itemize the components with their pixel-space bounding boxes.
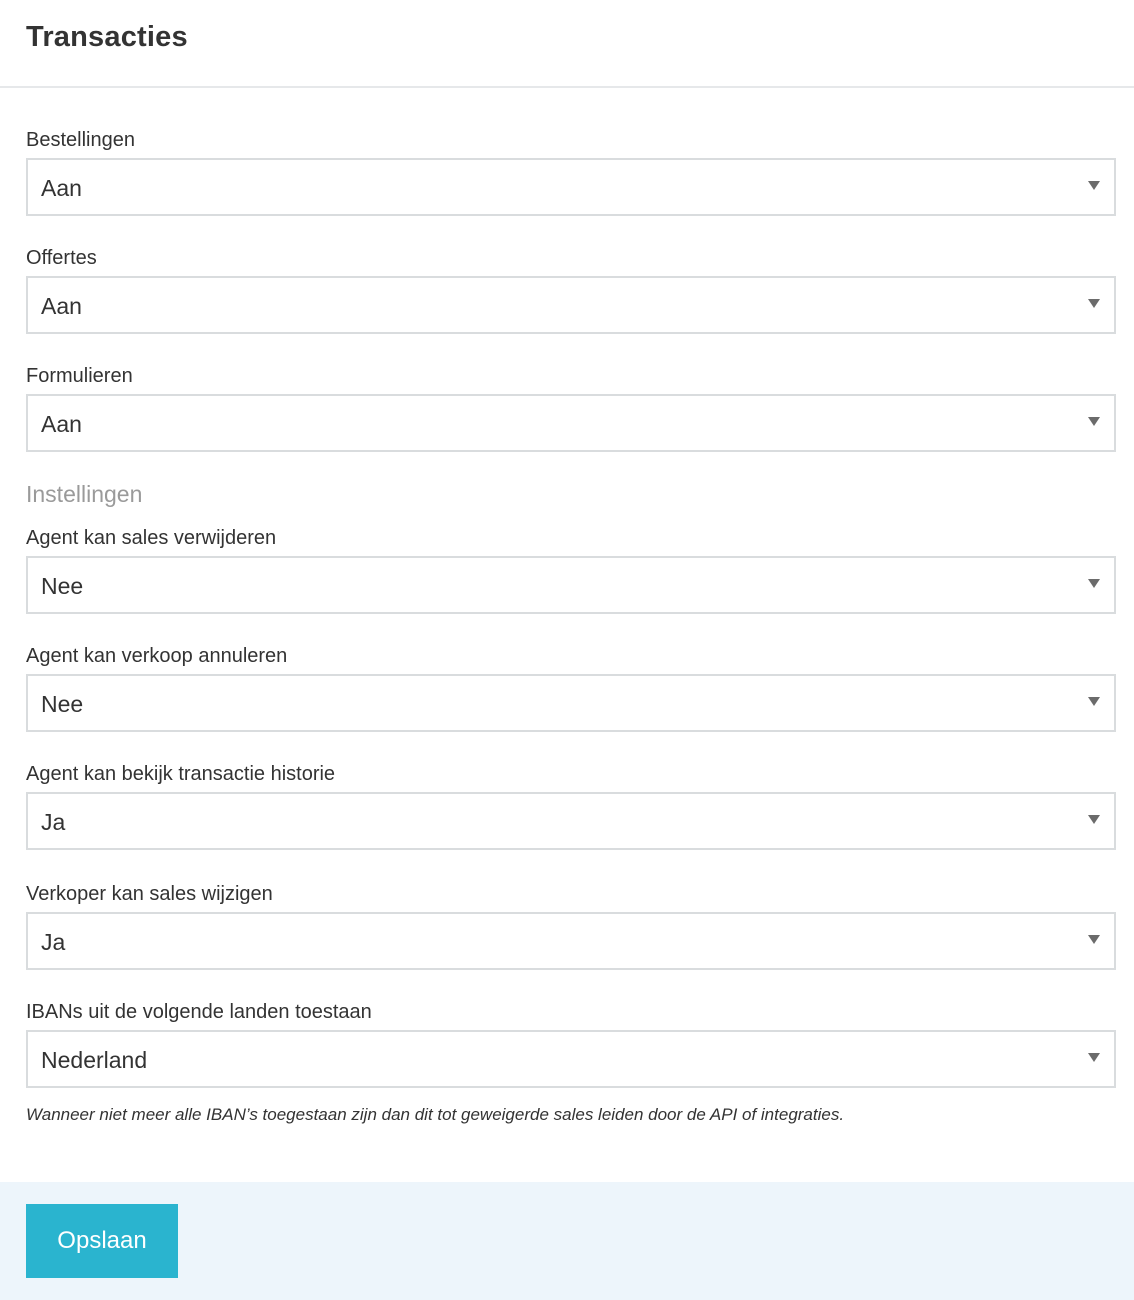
select-value: Nee <box>41 573 84 599</box>
field-label: Agent kan sales verwijderen <box>26 527 277 549</box>
chevron-down-icon <box>1088 417 1100 426</box>
field-label: Formulieren <box>26 365 133 387</box>
field-agent-sales-verwijderen <box>26 526 1116 614</box>
select-value: Nederland <box>41 1047 148 1073</box>
field-iban-landen <box>26 1000 1116 1088</box>
field-label: Verkoper kan sales wijzigen <box>26 883 273 905</box>
chevron-down-icon <box>1088 697 1100 706</box>
offertes-select[interactable] <box>26 276 1116 334</box>
select-value: Ja <box>41 809 66 835</box>
bestellingen-select[interactable] <box>26 158 1116 216</box>
select-value: Ja <box>41 929 66 955</box>
field-offertes <box>26 246 1116 334</box>
select-value: Aan <box>41 175 82 201</box>
field-label: Agent kan bekijk transactie historie <box>26 763 336 785</box>
page-header <box>0 0 1134 88</box>
field-formulieren <box>26 364 1116 452</box>
select-value: Nee <box>41 691 84 717</box>
field-label: IBANs uit de volgende landen toestaan <box>26 1001 372 1023</box>
form-footer <box>0 1182 1134 1300</box>
iban-help-text: Wanneer niet meer alle IBAN’s toegestaan zijn dan dit tot geweigerde sales leiden door de API of integraties. <box>26 1105 845 1124</box>
chevron-down-icon <box>1088 579 1100 588</box>
field-agent-verkoop-annuleren <box>26 644 1116 732</box>
agent-sales-verwijderen-select[interactable] <box>26 556 1116 614</box>
select-value: Aan <box>41 411 82 437</box>
verkoper-sales-wijzigen-select[interactable] <box>26 912 1116 970</box>
iban-landen-select[interactable] <box>26 1030 1116 1088</box>
agent-transactie-historie-select[interactable] <box>26 792 1116 850</box>
chevron-down-icon <box>1088 935 1100 944</box>
chevron-down-icon <box>1088 1053 1100 1062</box>
chevron-down-icon <box>1088 815 1100 824</box>
chevron-down-icon <box>1088 181 1100 190</box>
select-value: Aan <box>41 293 82 319</box>
save-button[interactable]: Opslaan <box>26 1204 178 1278</box>
field-bestellingen <box>26 128 1116 216</box>
field-verkoper-sales-wijzigen <box>26 882 1116 970</box>
formulieren-select[interactable] <box>26 394 1116 452</box>
field-label: Agent kan verkoop annuleren <box>26 645 288 667</box>
settings-section-heading: Instellingen <box>26 481 143 507</box>
field-label: Bestellingen <box>26 129 135 151</box>
agent-verkoop-annuleren-select[interactable] <box>26 674 1116 732</box>
page-title: Transacties <box>26 21 188 53</box>
chevron-down-icon <box>1088 299 1100 308</box>
field-label: Offertes <box>26 247 97 269</box>
field-agent-transactie-historie <box>26 762 1116 850</box>
